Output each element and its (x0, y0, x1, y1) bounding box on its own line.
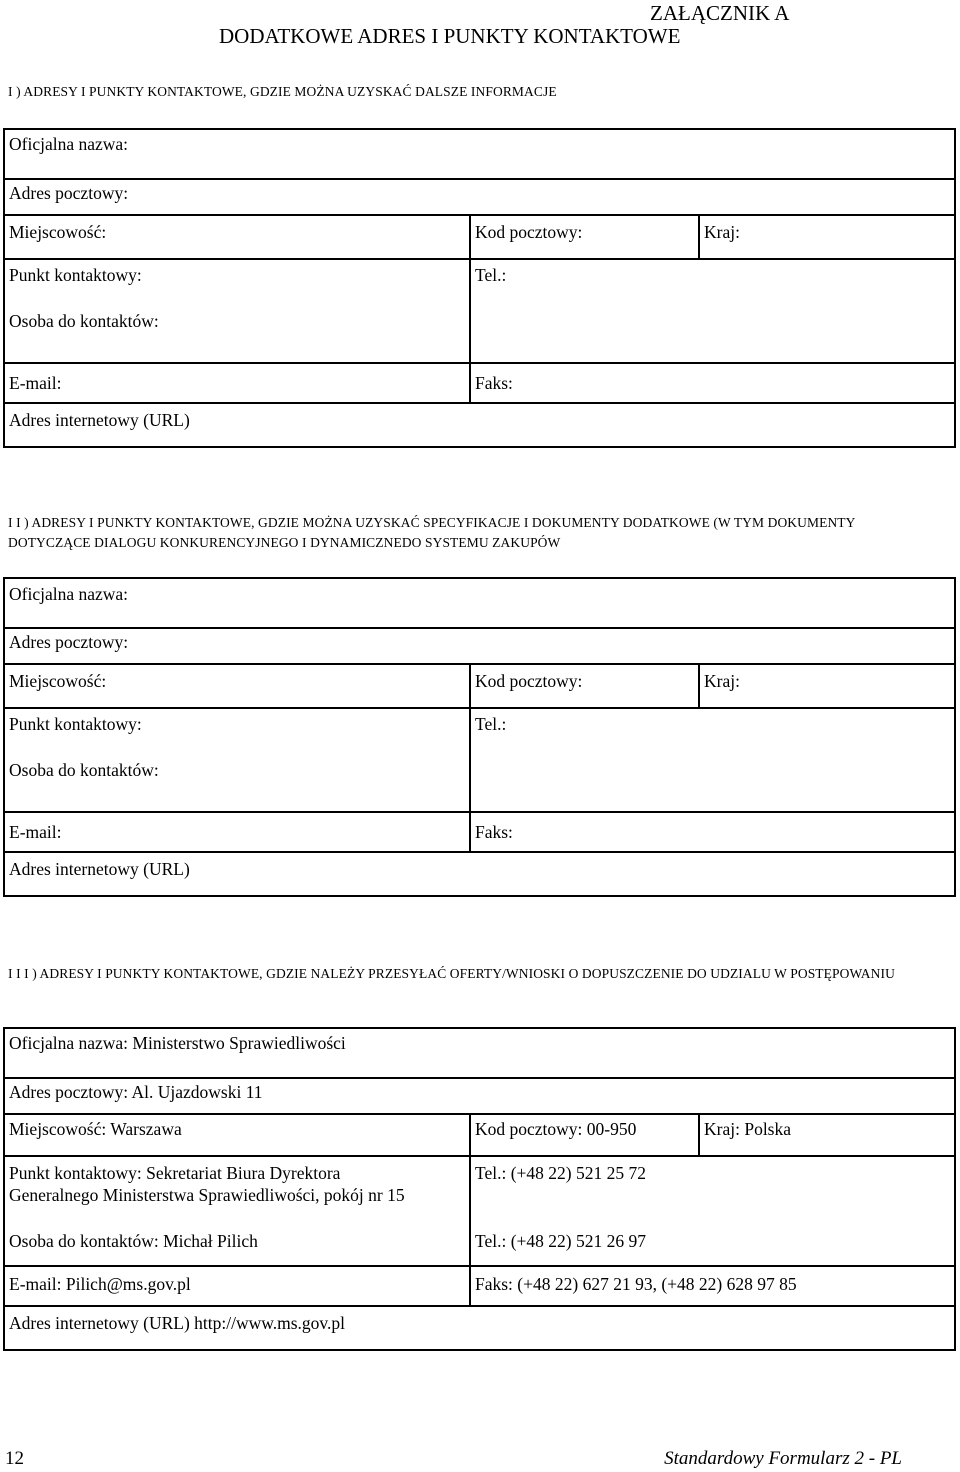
contact-point-label-line2: Generalnego Ministerstwa Sprawiedliwości, pokój nr 15 (9, 1185, 405, 1205)
email-label: E-mail: (9, 373, 62, 393)
section-3-heading: I I I ) ADRESY I PUNKTY KONTAKTOWE, GDZIE NALEŻY PRZESYŁAĆ OFERTY/WNIOSKI O DOPUSZCZENIE DO UDZIALU W POSTĘPOWANIU (8, 966, 895, 981)
city-row (5, 216, 954, 260)
contact-point-label: Punkt kontaktowy: Sekretariat Biura Dyrektora (9, 1163, 341, 1183)
section-2-heading: I I ) ADRESY I PUNKTY KONTAKTOWE, GDZIE MOŻNA UZYSKAĆ SPECYFIKACJE I DOKUMENTY DODATKOWE (W TYM DOKUMENTY DOTYCZĄCE DIALOGU KONKURENCYJNEGO I DYNAMICZNEDO SYSTEMU ZAKUPÓW (8, 515, 855, 550)
official-name-row (5, 130, 954, 180)
postal-address-label: Adres pocztowy: (9, 632, 129, 652)
postal-address-row (5, 1079, 954, 1115)
phone-label: Tel.: (475, 265, 507, 285)
email-row (5, 813, 954, 853)
fax-cell (469, 813, 513, 851)
contact-point-label: Punkt kontaktowy: (9, 265, 142, 285)
section-2-form (3, 577, 956, 897)
phone-cell (469, 1157, 646, 1265)
page-number: 12 (5, 1448, 24, 1469)
fax-label: Faks: (475, 822, 513, 842)
country-label: Kraj: (704, 671, 740, 691)
postal-address-row (5, 629, 954, 665)
contact-point-row (5, 260, 954, 364)
phone-label: Tel.: (475, 714, 507, 734)
contact-point-label: Punkt kontaktowy: (9, 714, 142, 734)
email-label: E-mail: Pilich@ms.gov.pl (9, 1274, 191, 1294)
postal-address-label: Adres pocztowy: Al. Ujazdowski 11 (9, 1082, 263, 1102)
country-cell (698, 665, 740, 707)
official-name-label: Oficjalna nazwa: Ministerstwo Sprawiedliwości (9, 1033, 346, 1053)
postal-code-cell (469, 216, 583, 258)
official-name-row (5, 579, 954, 629)
postal-address-label: Adres pocztowy: (9, 183, 129, 203)
postal-code-label: Kod pocztowy: (475, 222, 583, 242)
country-label: Kraj: Polska (704, 1119, 792, 1139)
phone-label: Tel.: (+48 22) 521 25 72 (475, 1163, 646, 1183)
section-3-form (3, 1027, 956, 1351)
country-cell (698, 1115, 792, 1155)
section-1-heading: I ) ADRESY I PUNKTY KONTAKTOWE, GDZIE MOŻNA UZYSKAĆ DALSZE INFORMACJE (8, 84, 557, 99)
phone2-label: Tel.: (+48 22) 521 26 97 (475, 1231, 646, 1251)
phone-cell (469, 709, 507, 811)
annex-label: ZAŁĄCZNIK A (650, 1, 790, 25)
fax-cell (469, 364, 513, 402)
postal-code-cell (469, 1115, 637, 1155)
fax-label: Faks: (+48 22) 627 21 93, (+48 22) 628 97 85 (475, 1274, 797, 1294)
postal-address-row (5, 180, 954, 216)
section-1-form (3, 128, 956, 448)
postal-code-label: Kod pocztowy: 00-950 (475, 1119, 637, 1139)
url-row (5, 1307, 954, 1349)
country-cell (698, 216, 740, 258)
fax-label: Faks: (475, 373, 513, 393)
document-title: DODATKOWE ADRES I PUNKTY KONTAKTOWE (219, 24, 681, 48)
form-name: Standardowy Formularz 2 - PL (664, 1448, 902, 1469)
phone-cell (469, 260, 507, 362)
city-row (5, 665, 954, 709)
official-name-label: Oficjalna nazwa: (9, 134, 129, 154)
url-row (5, 853, 954, 895)
contact-person-label: Osoba do kontaktów: (9, 311, 159, 331)
contact-person-label: Osoba do kontaktów: (9, 760, 159, 780)
contact-point-row (5, 1157, 954, 1267)
city-label: Miejscowość: (9, 671, 107, 691)
postal-code-label: Kod pocztowy: (475, 671, 583, 691)
postal-code-cell (469, 665, 583, 707)
fax-cell (469, 1267, 797, 1305)
email-label: E-mail: (9, 822, 62, 842)
url-label: Adres internetowy (URL) (9, 859, 190, 879)
url-label: Adres internetowy (URL) http://www.ms.gov.pl (9, 1313, 346, 1333)
official-name-row (5, 1029, 954, 1079)
city-row (5, 1115, 954, 1157)
city-label: Miejscowość: Warszawa (9, 1119, 182, 1139)
contact-point-row (5, 709, 954, 813)
city-label: Miejscowość: (9, 222, 107, 242)
email-row (5, 364, 954, 404)
contact-person-label: Osoba do kontaktów: Michał Pilich (9, 1231, 258, 1251)
url-row (5, 404, 954, 446)
email-row (5, 1267, 954, 1307)
official-name-label: Oficjalna nazwa: (9, 584, 129, 604)
url-label: Adres internetowy (URL) (9, 410, 190, 430)
country-label: Kraj: (704, 222, 740, 242)
